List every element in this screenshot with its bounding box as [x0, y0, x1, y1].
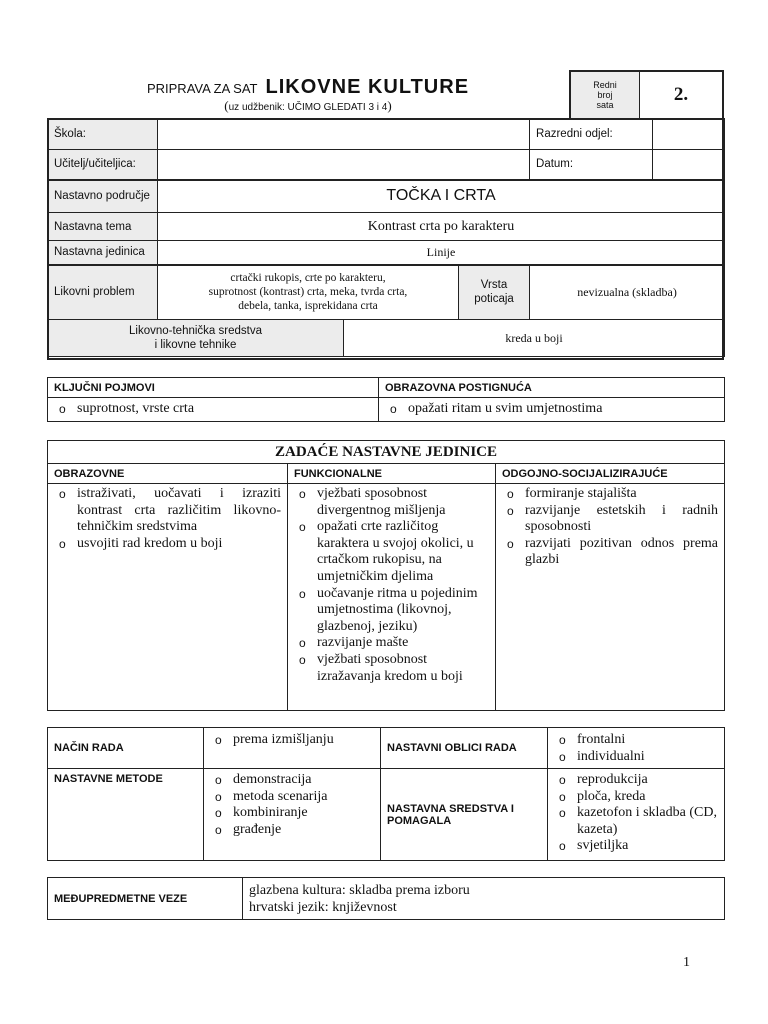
- list-item: o razvijanje mašte: [294, 635, 489, 652]
- list-item: o suprotnost, vrste crta: [54, 401, 372, 418]
- cross-curricular-table: [47, 877, 725, 920]
- nastavna-sredstva-list: [548, 769, 725, 861]
- podrucje-label: Nastavno područje: [48, 180, 158, 213]
- tasks-title: ZADAĆE NASTAVNE JEDINICE: [48, 441, 725, 464]
- list-item: o demonstracija: [210, 772, 374, 789]
- list-item: o frontalni: [554, 732, 718, 749]
- likovni-problem-value: crtački rukopis, crte po karakteru, suprotnost (kontrast) crta, meka, tvrda crta, debela, tanka, isprekidana crta: [158, 265, 459, 320]
- podrucje-value: TOČKA I CRTA: [158, 180, 725, 213]
- lesson-number: 2.: [640, 71, 724, 119]
- skola-field[interactable]: [158, 119, 530, 150]
- sredstva-label: Likovno-tehnička sredstva i likovne tehnike: [48, 320, 344, 357]
- nastavna-sredstva-label: NASTAVNA SREDSTVA I POMAGALA: [381, 769, 548, 861]
- header-title-area: [47, 70, 569, 118]
- list-item: o individualni: [554, 749, 718, 766]
- info-table: [47, 118, 725, 357]
- obrazovna-postignuca-header: OBRAZOVNA POSTIGNUĆA: [379, 378, 725, 398]
- list-item: o reprodukcija: [554, 772, 718, 789]
- medupredmetne-veze-value: glazbena kultura: skladba prema izboru hrvatski jezik: književnost: [243, 878, 725, 920]
- list-item: o kazetofon i skladba (CD, kazeta): [554, 805, 718, 838]
- list-item: o ploča, kreda: [554, 789, 718, 806]
- nacin-rada-list: [204, 728, 381, 769]
- razredni-odjel-field[interactable]: [653, 119, 725, 150]
- odgojno-header: ODGOJNO-SOCIJALIZIRAJUĆE: [496, 464, 725, 484]
- list-item: o usvojiti rad kredom u boji: [54, 536, 281, 553]
- kljucni-pojmovi-header: KLJUČNI POJMOVI: [48, 378, 379, 398]
- list-item: o istraživati, uočavati i izraziti kontrast crta različitim likovno-tehničkim sredstvima: [54, 486, 281, 536]
- jedinica-label: Nastavna jedinica: [48, 241, 158, 265]
- likovni-problem-label: Likovni problem: [48, 265, 158, 320]
- list-item: o vježbati sposobnost divergentnog mišljenja: [294, 486, 489, 519]
- ucitelj-field[interactable]: [158, 150, 530, 180]
- nacin-rada-label: NAČIN RADA: [48, 728, 204, 769]
- nastavni-oblici-list: [548, 728, 725, 769]
- funkcionalne-list: [288, 484, 496, 711]
- skola-label: Škola:: [48, 119, 158, 150]
- tema-value: Kontrast crta po karakteru: [158, 213, 725, 241]
- nastavni-oblici-label: NASTAVNI OBLICI RADA: [381, 728, 548, 769]
- razredni-odjel-label: Razredni odjel:: [530, 119, 653, 150]
- nastavne-metode-label: NASTAVNE METODE: [48, 769, 204, 861]
- list-item: o uočavanje ritma u pojedinim umjetnostima (likovnoj, glazbenoj, jeziku): [294, 586, 489, 636]
- list-item: o razvijati pozitivan odnos prema glazbi: [502, 536, 718, 569]
- page-title: [47, 76, 569, 99]
- list-item: o građenje: [210, 822, 374, 839]
- ucitelj-label: Učitelj/učiteljica:: [48, 150, 158, 180]
- redni-broj-label: Redni broj sata: [570, 71, 640, 119]
- obrazovna-postignuca-list: [379, 398, 725, 422]
- tasks-table: [47, 440, 725, 711]
- methods-table: [47, 727, 725, 861]
- medupredmetne-veze-label: MEĐUPREDMETNE VEZE: [48, 878, 243, 920]
- jedinica-value: Linije: [158, 241, 725, 265]
- obrazovne-list: [48, 484, 288, 711]
- list-item: o razvijanje estetskih i radnih sposobnosti: [502, 503, 718, 536]
- vrsta-poticaja-value: nevizualna (skladba): [530, 265, 725, 320]
- title-main: LIKOVNE KULTURE: [265, 76, 470, 98]
- tema-label: Nastavna tema: [48, 213, 158, 241]
- datum-field[interactable]: [653, 150, 725, 180]
- list-item: o formiranje stajališta: [502, 486, 718, 503]
- odgojno-list: [496, 484, 725, 711]
- list-item: o metoda scenarija: [210, 789, 374, 806]
- funkcionalne-header: FUNKCIONALNE: [288, 464, 496, 484]
- title-prefix: PRIPRAVA ZA SAT: [146, 81, 258, 96]
- title-subtitle: (uz udžbenik: UČIMO GLEDATI 3 i 4): [224, 98, 392, 113]
- list-item: o vježbati sposobnost izražavanja kredom u boji: [294, 652, 489, 685]
- page-number: 1: [683, 955, 690, 970]
- list-item: o opažati crte različitog karaktera u svojoj okolici, u crtačkom rukopisu, na umjetničkim djelima: [294, 519, 489, 585]
- list-item: o opažati ritam u svim umjetnostima: [385, 401, 718, 418]
- list-item: o kombiniranje: [210, 805, 374, 822]
- list-item: o prema izmišljanju: [210, 732, 374, 749]
- lesson-number-box: [569, 70, 724, 120]
- obrazovne-header: OBRAZOVNE: [48, 464, 288, 484]
- sredstva-value: kreda u boji: [344, 320, 725, 357]
- datum-label: Datum:: [530, 150, 653, 180]
- list-item: o svjetiljka: [554, 838, 718, 855]
- vrsta-poticaja-label: Vrsta poticaja: [459, 265, 530, 320]
- nastavne-metode-list: [204, 769, 381, 861]
- kljucni-pojmovi-list: [48, 398, 379, 422]
- concepts-table: [47, 377, 725, 422]
